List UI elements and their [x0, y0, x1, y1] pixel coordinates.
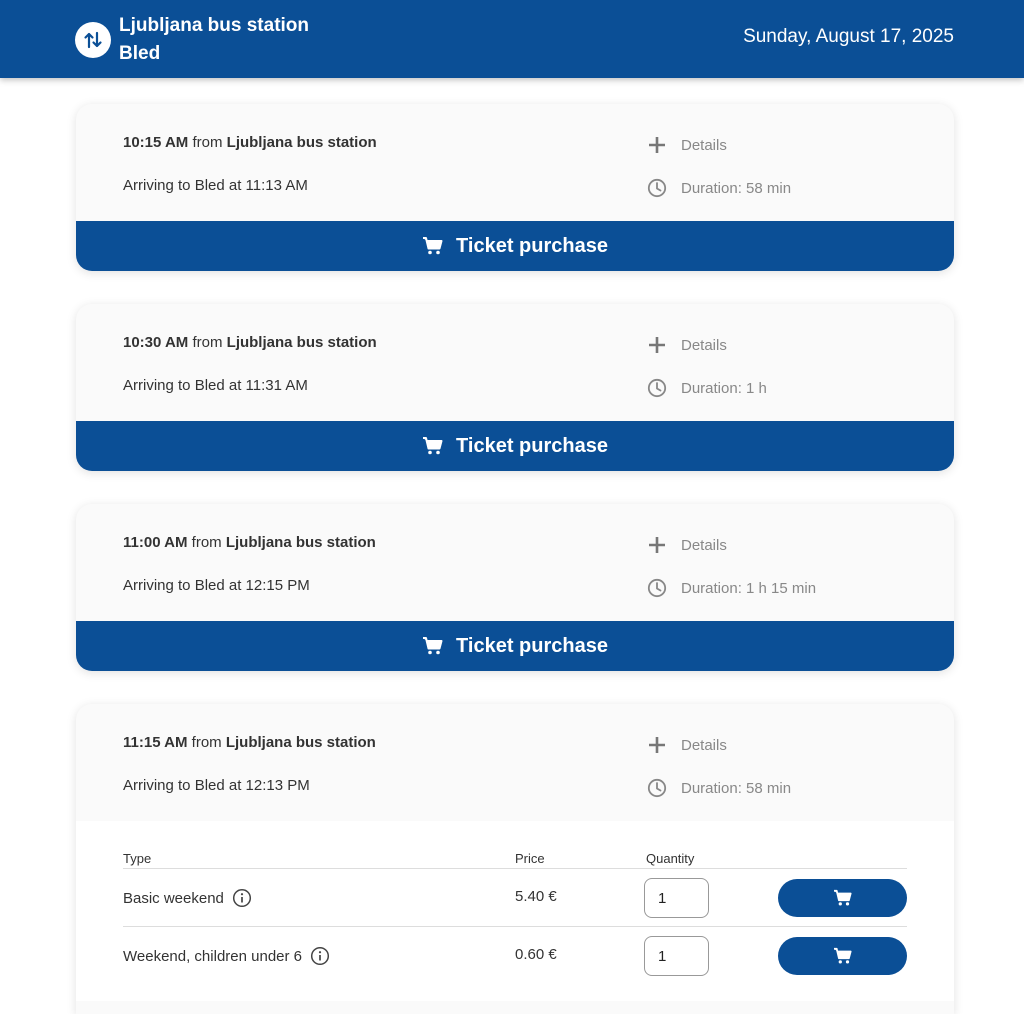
ticket-row: [123, 869, 907, 927]
details-label: Details: [681, 336, 727, 354]
arrival-line: Arriving to Bled at 11:13 AM: [123, 177, 308, 194]
departure-line: [123, 534, 376, 551]
column-price: Price: [515, 851, 545, 866]
arrival-line: Arriving to Bled at 12:13 PM: [123, 777, 310, 794]
ticket-type-label: Basic weekend: [123, 889, 224, 907]
ticket-type-label: Weekend, children under 6: [123, 947, 303, 965]
departure-time: 10:30 AM: [123, 334, 189, 351]
add-to-cart-button[interactable]: [778, 879, 907, 917]
swap-vertical-icon: [82, 29, 104, 51]
details-label: Details: [681, 536, 727, 554]
cart-icon: [833, 947, 853, 965]
duration-label: Duration: 58 min: [681, 779, 792, 797]
duration-label: Duration: 1 h 15 min: [681, 579, 817, 597]
departure-line: [123, 134, 377, 151]
cart-icon: [422, 636, 444, 656]
duration-label: Duration: 58 min: [681, 179, 792, 197]
cart-icon: [833, 889, 853, 907]
clock-icon: [646, 377, 668, 399]
ticket-purchase-button[interactable]: [76, 221, 954, 271]
column-quantity: Quantity: [646, 851, 695, 866]
column-type: Type: [123, 851, 152, 866]
ticket-type: [123, 888, 252, 908]
from-word: from: [192, 334, 223, 351]
departure-time: 11:00 AM: [123, 534, 188, 551]
info-icon[interactable]: [232, 888, 252, 908]
departure-line: [123, 734, 376, 751]
details-toggle[interactable]: [646, 734, 727, 756]
departure-time: 10:15 AM: [123, 134, 189, 151]
departure-card: [76, 504, 954, 671]
ticket-purchase-button[interactable]: [76, 421, 954, 471]
quantity-input[interactable]: [644, 936, 709, 976]
from-word: from: [191, 734, 222, 751]
plus-icon: [646, 334, 668, 356]
quantity-input[interactable]: [644, 878, 709, 918]
route-origin: Ljubljana bus station: [119, 15, 310, 36]
departure-card: [76, 304, 954, 471]
details-toggle[interactable]: [646, 134, 727, 156]
duration-info: [646, 777, 791, 799]
route-header: [0, 0, 1024, 78]
duration-label: Duration: 1 h: [681, 379, 767, 397]
departure-station: Ljubljana bus station: [225, 734, 376, 751]
departure-time: 11:15 AM: [123, 734, 188, 751]
clock-icon: [646, 177, 668, 199]
route-destination: Bled: [119, 43, 161, 64]
arrival-line: Arriving to Bled at 12:15 PM: [123, 577, 310, 594]
ticket-type: [123, 946, 330, 966]
duration-info: [646, 577, 816, 599]
ticket-row: [123, 927, 907, 985]
ticket-purchase-label: Ticket purchase: [456, 634, 608, 657]
departure-station: Ljubljana bus station: [226, 134, 377, 151]
details-label: Details: [681, 736, 727, 754]
details-toggle[interactable]: [646, 334, 727, 356]
departure-card-expanded: [76, 704, 954, 1014]
clock-icon: [646, 777, 668, 799]
departure-card: [76, 104, 954, 271]
ticket-table: [76, 821, 954, 1001]
travel-date: Sunday, August 17, 2025: [743, 26, 954, 47]
ticket-price: 5.40 €: [515, 888, 557, 905]
plus-icon: [646, 534, 668, 556]
ticket-purchase-label: Ticket purchase: [456, 434, 608, 457]
plus-icon: [646, 734, 668, 756]
ticket-price: 0.60 €: [515, 946, 557, 963]
ticket-purchase-label: Ticket purchase: [456, 234, 608, 257]
duration-info: [646, 177, 791, 199]
ticket-table-header: [123, 821, 907, 869]
swap-direction-button[interactable]: [75, 22, 111, 58]
info-icon[interactable]: [310, 946, 330, 966]
details-toggle[interactable]: [646, 534, 727, 556]
ticket-purchase-button[interactable]: [76, 621, 954, 671]
duration-info: [646, 377, 767, 399]
departure-station: Ljubljana bus station: [225, 534, 376, 551]
arrival-line: Arriving to Bled at 11:31 AM: [123, 377, 308, 394]
add-to-cart-button[interactable]: [778, 937, 907, 975]
from-word: from: [191, 534, 222, 551]
departure-line: [123, 334, 377, 351]
departure-station: Ljubljana bus station: [226, 334, 377, 351]
from-word: from: [192, 134, 223, 151]
cart-icon: [422, 236, 444, 256]
cart-icon: [422, 436, 444, 456]
plus-icon: [646, 134, 668, 156]
details-label: Details: [681, 136, 727, 154]
route-title: [119, 12, 309, 68]
clock-icon: [646, 577, 668, 599]
